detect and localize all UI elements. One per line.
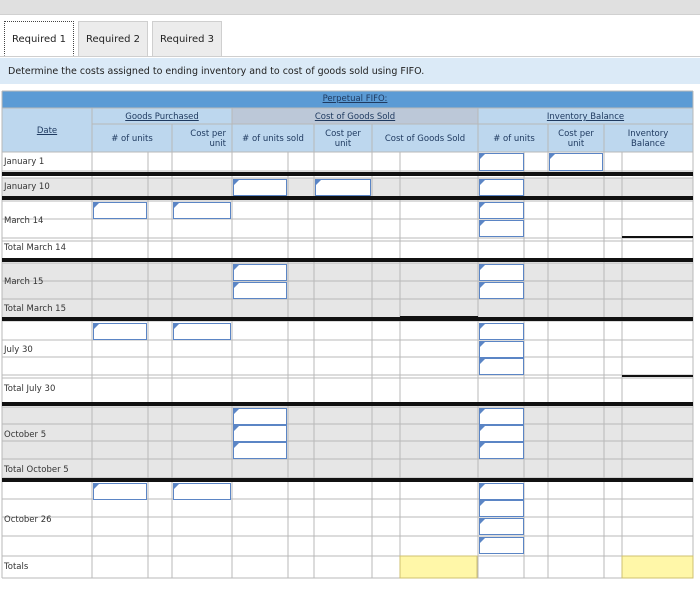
cogs-units-input[interactable]: [233, 264, 287, 281]
inventory-balance-column-header: Inventory Balance: [627, 129, 669, 149]
balance-units-input[interactable]: [479, 425, 524, 442]
cell-marker-icon: [174, 324, 179, 329]
balance-units-input[interactable]: [479, 408, 524, 425]
cell-marker-icon: [174, 203, 179, 208]
cell-marker-icon: [480, 283, 485, 288]
cogs-cost-per-unit-column-header: Cost per unit: [325, 129, 361, 149]
cogs-units-input[interactable]: [233, 425, 287, 442]
cell-marker-icon: [174, 484, 179, 489]
cell-marker-icon: [480, 443, 485, 448]
balance-units-input[interactable]: [479, 358, 524, 375]
balance-cost-input[interactable]: [549, 153, 603, 171]
cell-marker-icon: [480, 426, 485, 431]
cell-marker-icon: [480, 484, 485, 489]
balance-units-input[interactable]: [479, 442, 524, 459]
row-label-totals: Totals: [4, 562, 29, 572]
row-label-total-march-14: Total March 14: [4, 243, 66, 253]
balance-units-input[interactable]: [479, 179, 524, 196]
balance-units-input[interactable]: [479, 282, 524, 299]
cogs-units-input[interactable]: [233, 179, 287, 196]
row-label-total-march-15: Total March 15: [4, 304, 66, 314]
purchase-units-input[interactable]: [93, 202, 147, 219]
cell-marker-icon: [94, 484, 99, 489]
cell-marker-icon: [234, 265, 239, 270]
cell-marker-icon: [480, 359, 485, 364]
cogs-cost-input[interactable]: [315, 179, 371, 196]
cell-marker-icon: [234, 426, 239, 431]
balance-units-input[interactable]: [479, 153, 524, 171]
balance-units-column-header: # of units: [493, 134, 535, 144]
balance-units-input[interactable]: [479, 202, 524, 219]
cell-marker-icon: [480, 180, 485, 185]
tab-required-3[interactable]: Required 3: [152, 21, 222, 56]
units-sold-column-header: # of units sold: [242, 134, 304, 144]
balance-units-input[interactable]: [479, 323, 524, 340]
row-label-march-15: March 15: [4, 277, 44, 287]
table-title: Perpetual FIFO:: [322, 94, 388, 104]
cell-marker-icon: [480, 324, 485, 329]
inventory-balance-header: Inventory Balance: [546, 112, 625, 122]
instruction-text: Determine the costs assigned to ending inventory and to cost of goods sold using FIFO.: [0, 58, 700, 84]
balance-units-input[interactable]: [479, 483, 524, 500]
row-label-october-5: October 5: [4, 430, 47, 440]
balance-units-input[interactable]: [479, 220, 524, 237]
row-label-march-14: March 14: [4, 216, 44, 226]
date-column-header: Date: [36, 126, 58, 136]
balance-cost-per-unit-column-header: Cost per unit: [558, 129, 594, 149]
row-label-total-october-5: Total October 5: [4, 465, 69, 475]
cell-marker-icon: [316, 180, 321, 185]
cell-marker-icon: [94, 324, 99, 329]
cogs-units-input[interactable]: [233, 442, 287, 459]
cost-per-unit-column-header: Cost per unit: [190, 129, 226, 149]
row-label-total-july-30: Total July 30: [4, 384, 56, 394]
cost-of-goods-sold-column-header: Cost of Goods Sold: [384, 134, 466, 144]
cell-marker-icon: [234, 283, 239, 288]
row-label-january-1: January 1: [4, 157, 45, 167]
cogs-units-input[interactable]: [233, 408, 287, 425]
cell-marker-icon: [480, 538, 485, 543]
cell-marker-icon: [480, 519, 485, 524]
balance-units-input[interactable]: [479, 500, 524, 517]
cell-marker-icon: [480, 409, 485, 414]
cell-marker-icon: [480, 203, 485, 208]
cell-marker-icon: [234, 443, 239, 448]
balance-units-input[interactable]: [479, 537, 524, 554]
cell-marker-icon: [234, 409, 239, 414]
purchase-cost-input[interactable]: [173, 202, 231, 219]
cell-marker-icon: [480, 265, 485, 270]
cell-marker-icon: [480, 154, 485, 159]
row-label-january-10: January 10: [4, 182, 50, 192]
cell-marker-icon: [550, 154, 555, 159]
cost-of-goods-sold-header: Cost of Goods Sold: [314, 112, 396, 122]
tab-required-1[interactable]: Required 1: [4, 21, 74, 56]
row-label-october-26: October 26: [4, 515, 52, 525]
cell-marker-icon: [94, 203, 99, 208]
purchase-cost-input[interactable]: [173, 323, 231, 340]
balance-units-input[interactable]: [479, 341, 524, 358]
purchase-units-input[interactable]: [93, 483, 147, 500]
tab-required-2[interactable]: Required 2: [78, 21, 148, 56]
cell-marker-icon: [480, 221, 485, 226]
row-label-july-30: July 30: [4, 345, 33, 355]
balance-units-input[interactable]: [479, 264, 524, 281]
cell-marker-icon: [480, 501, 485, 506]
purchase-units-input[interactable]: [93, 323, 147, 340]
balance-units-input[interactable]: [479, 518, 524, 535]
cell-marker-icon: [480, 342, 485, 347]
cell-marker-icon: [234, 180, 239, 185]
units-column-header: # of units: [111, 134, 153, 144]
cogs-units-input[interactable]: [233, 282, 287, 299]
purchase-cost-input[interactable]: [173, 483, 231, 500]
goods-purchased-header: Goods Purchased: [125, 112, 199, 122]
